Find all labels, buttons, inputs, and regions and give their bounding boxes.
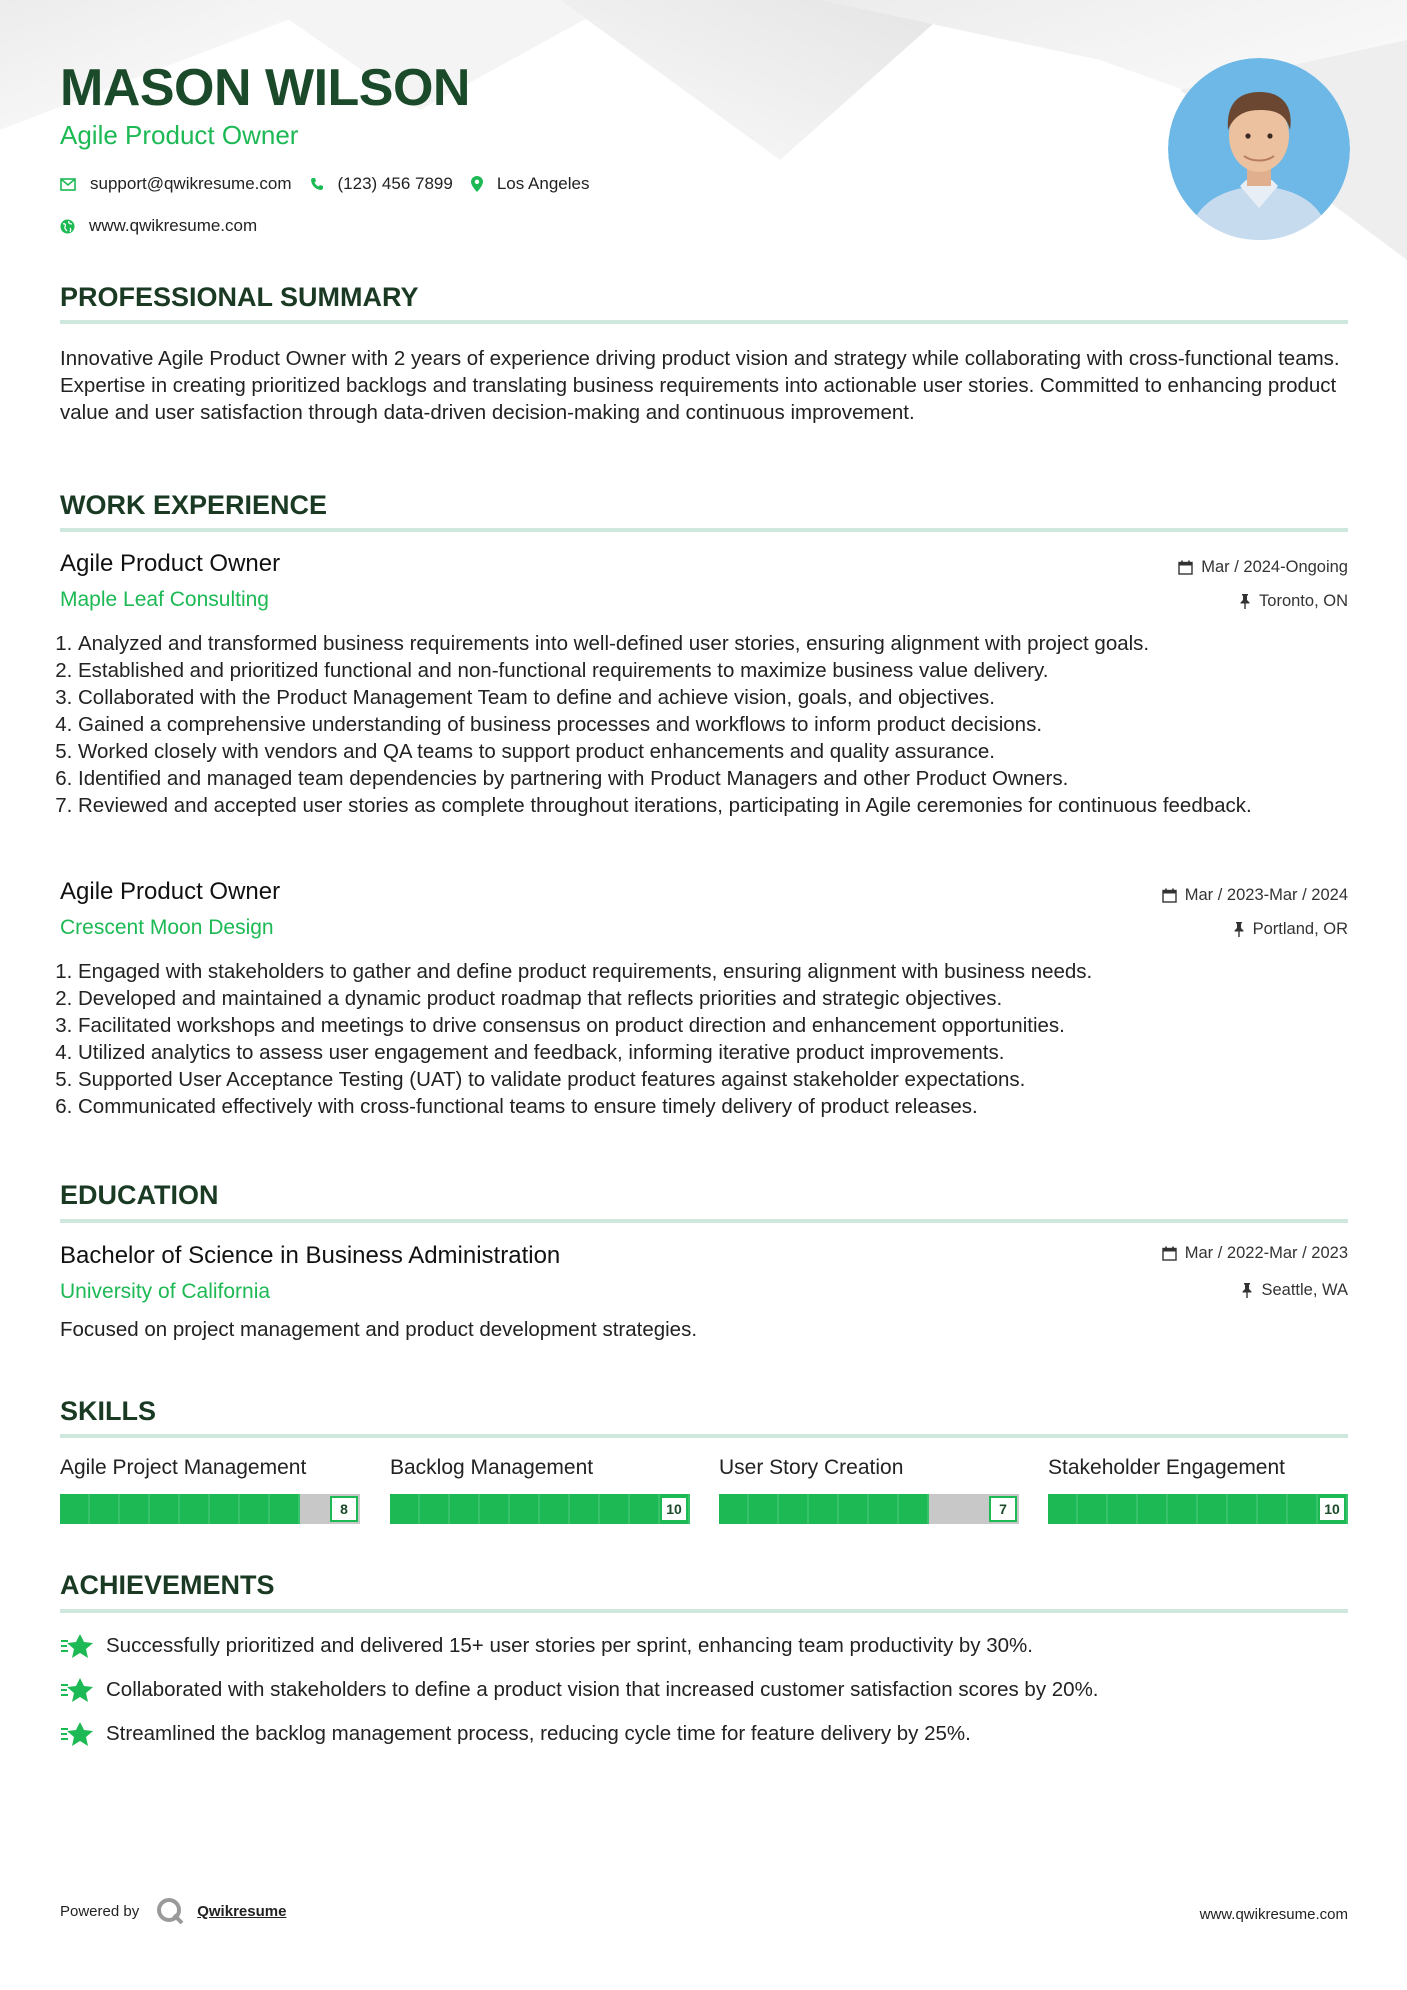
skill-item xyxy=(719,1456,1019,1517)
skill-score: 8 xyxy=(330,1496,358,1522)
star-icon xyxy=(60,1676,94,1704)
job-dates xyxy=(1178,558,1348,577)
list-item: 5. Worked closely with vendors and QA teams to support product enhancements and quality assurance. xyxy=(78,738,1366,765)
skill-name: Stakeholder Engagement xyxy=(1048,1456,1285,1479)
achievement-item xyxy=(60,1632,1033,1660)
star-icon xyxy=(60,1632,94,1660)
star-icon xyxy=(60,1720,94,1748)
education-location xyxy=(1241,1281,1348,1300)
location-text: Los Angeles xyxy=(496,174,590,193)
skill-item xyxy=(390,1456,690,1517)
skill-bar xyxy=(719,1494,1019,1524)
skill-bar xyxy=(390,1494,690,1524)
skill-bar xyxy=(1048,1494,1348,1524)
job-dates-text: Mar / 2023-Mar / 2024 xyxy=(1184,886,1348,904)
list-item: 3. Facilitated workshops and meetings to drive consensus on product direction and enhancement opportunities. xyxy=(78,1012,1366,1039)
list-item: 6. Identified and managed team dependencies by partnering with Product Managers and other Product Owners. xyxy=(78,765,1366,792)
experience-divider xyxy=(60,528,1348,532)
website-text: www.qwikresume.com xyxy=(89,216,258,235)
list-item: 4. Utilized analytics to assess user engagement and feedback, informing iterative product improvements. xyxy=(78,1039,1366,1066)
achievement-item xyxy=(60,1676,1099,1704)
skill-name: Backlog Management xyxy=(390,1456,594,1479)
list-item: 3. Collaborated with the Product Management Team to define and achieve vision, goals, and objectives. xyxy=(78,684,1366,711)
skill-bar-fill xyxy=(60,1494,300,1524)
education-divider xyxy=(60,1219,1348,1223)
achievement-text: Successfully prioritized and delivered 15+ user stories per sprint, enhancing team productivity by 30%. xyxy=(106,1634,1033,1657)
degree-title: Bachelor of Science in Business Administration xyxy=(60,1242,561,1269)
list-item: 1. Analyzed and transformed business requirements into well-defined user stories, ensuring alignment with project goals. xyxy=(78,630,1366,657)
achievements-heading: ACHIEVEMENTS xyxy=(60,1570,275,1600)
list-item: 1. Engaged with stakeholders to gather and define product requirements, ensuring alignment with business needs. xyxy=(78,958,1366,985)
job-bullets xyxy=(60,958,1366,1120)
summary-text: Innovative Agile Product Owner with 2 years of experience driving product vision and strategy while collaborating with cross-functional teams. Expertise in creating prioritized backlogs and translating business requirements into actionable user stories. Committed to enhancing product value and user satisfaction through data-driven decision-making and continuous improvement. xyxy=(60,347,1340,424)
globe-icon xyxy=(60,219,75,234)
job-location xyxy=(1239,592,1348,611)
qwikresume-logo-icon xyxy=(155,1896,185,1926)
calendar-icon xyxy=(1162,1246,1177,1261)
experience-heading: WORK EXPERIENCE xyxy=(60,490,328,520)
job-bullets xyxy=(60,630,1366,819)
skill-bar xyxy=(60,1494,360,1524)
website-item[interactable] xyxy=(60,216,257,236)
job-location xyxy=(1233,920,1348,939)
skill-score: 7 xyxy=(989,1496,1017,1522)
footer-website[interactable]: www.qwikresume.com xyxy=(1199,1906,1348,1923)
skill-score: 10 xyxy=(660,1496,688,1522)
job-company: Crescent Moon Design xyxy=(60,916,274,939)
job-title: Agile Product Owner xyxy=(60,550,281,577)
skill-bar-fill xyxy=(1048,1494,1348,1524)
skill-item xyxy=(60,1456,360,1517)
job-location-text: Portland, OR xyxy=(1252,920,1348,938)
achievements-divider xyxy=(60,1609,1348,1613)
powered-by-label: Powered by xyxy=(60,1902,140,1920)
profile-photo xyxy=(1168,58,1350,240)
job-location-text: Toronto, ON xyxy=(1259,592,1348,610)
list-item: 5. Supported User Acceptance Testing (UAT) to validate product features against stakeholder expectations. xyxy=(78,1066,1366,1093)
brand-link[interactable]: Qwikresume xyxy=(197,1902,287,1920)
education-description: Focused on project management and product development strategies. xyxy=(60,1318,698,1341)
skill-name: Agile Project Management xyxy=(60,1456,307,1479)
phone-icon xyxy=(310,177,324,191)
candidate-name: MASON WILSON xyxy=(60,59,470,117)
footer-powered-by xyxy=(60,1896,286,1926)
list-item: 7. Reviewed and accepted user stories as complete throughout iterations, participating in Agile ceremonies for continuous feedback. xyxy=(78,792,1366,819)
location-item xyxy=(471,174,590,194)
envelope-icon xyxy=(60,178,76,191)
email-text: support@qwikresume.com xyxy=(90,174,292,193)
candidate-title: Agile Product Owner xyxy=(60,120,299,150)
avatar xyxy=(1168,58,1350,240)
summary-heading: PROFESSIONAL SUMMARY xyxy=(60,282,419,312)
education-location-text: Seattle, WA xyxy=(1261,1281,1348,1299)
skill-bar-fill xyxy=(719,1494,929,1524)
job-company: Maple Leaf Consulting xyxy=(60,588,269,611)
list-item: 6. Communicated effectively with cross-functional teams to ensure timely delivery of product releases. xyxy=(78,1093,1366,1120)
school-name: University of California xyxy=(60,1280,271,1303)
job-dates xyxy=(1162,886,1348,905)
contact-row-1 xyxy=(60,174,607,194)
education-dates-text: Mar / 2022-Mar / 2023 xyxy=(1184,1244,1348,1262)
pushpin-icon xyxy=(1241,1283,1253,1298)
job-title: Agile Product Owner xyxy=(60,878,281,905)
skills-heading: SKILLS xyxy=(60,1396,157,1426)
skills-divider xyxy=(60,1434,1348,1438)
skill-name: User Story Creation xyxy=(719,1456,904,1479)
job-dates-text: Mar / 2024-Ongoing xyxy=(1201,558,1348,576)
phone-item[interactable] xyxy=(310,174,453,194)
skills-grid xyxy=(60,1456,1348,1526)
skill-bar-fill xyxy=(390,1494,690,1524)
education-heading: EDUCATION xyxy=(60,1180,219,1210)
list-item: 4. Gained a comprehensive understanding of business processes and workflows to inform product decisions. xyxy=(78,711,1366,738)
skill-score: 10 xyxy=(1318,1496,1346,1522)
pushpin-icon xyxy=(1233,922,1245,937)
contact-row-2 xyxy=(60,216,275,236)
list-item: 2. Established and prioritized functional and non-functional requirements to maximize business value delivery. xyxy=(78,657,1366,684)
map-pin-icon xyxy=(471,176,483,192)
list-item: 2. Developed and maintained a dynamic product roadmap that reflects priorities and strategic objectives. xyxy=(78,985,1366,1012)
achievement-item xyxy=(60,1720,971,1748)
calendar-icon xyxy=(1162,888,1177,903)
education-dates xyxy=(1162,1244,1348,1263)
summary-divider xyxy=(60,320,1348,324)
phone-text: (123) 456 7899 xyxy=(337,174,453,193)
skill-item xyxy=(1048,1456,1348,1517)
achievement-text: Streamlined the backlog management process, reducing cycle time for feature delivery by 25%. xyxy=(106,1722,971,1745)
calendar-icon xyxy=(1178,560,1193,575)
email-item[interactable] xyxy=(60,174,292,194)
achievement-text: Collaborated with stakeholders to define a product vision that increased customer satisfaction scores by 20%. xyxy=(106,1678,1099,1701)
pushpin-icon xyxy=(1239,594,1251,609)
